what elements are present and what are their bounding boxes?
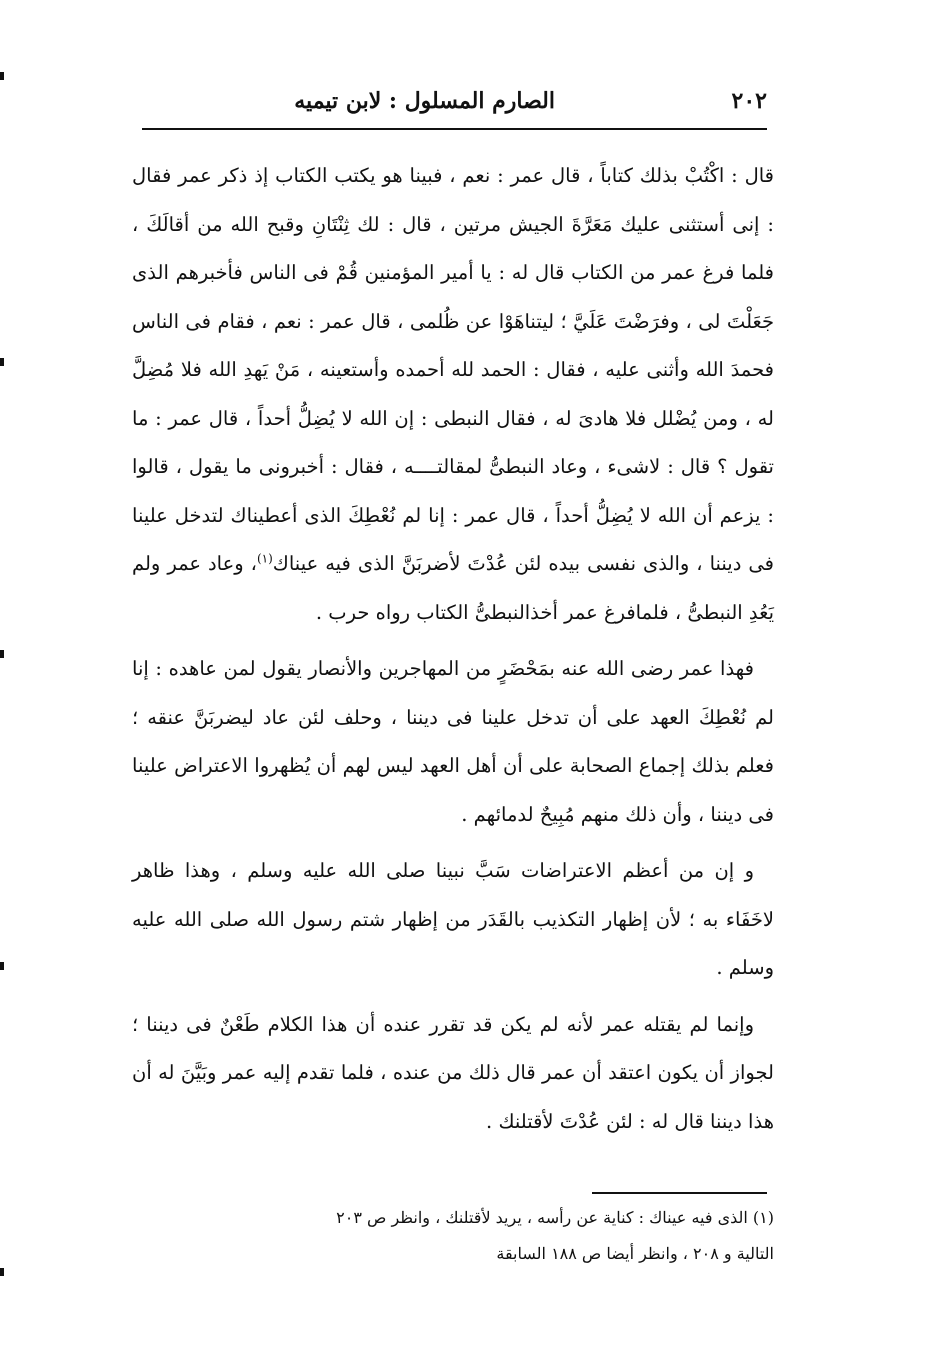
paragraph-text: قال : اكْتُبْ بذلك كتاباً ، قال عمر : نعم ، فبينا هو يكتب الكتاب إذ ذكر عمر فقال : إنى أستثنى عليك مَعَرَّةَ الجيش مرتين ، قال : لك ثِنْتَانِ وقبح الله من أقالَكَ ، فلما فرغ عمر من الكتاب قال له : يا أمير المؤمنين قُمْ فى الناس فأخبرهم الذى جَعَلْتَ لى ، وفرَضْتَ عَلَيَّ ؛ ليتناهَوْا عن ظُلمى ، قال عمر : نعم ، فقام فى الناس فحمدَ الله وأثنى عليه ، فقال : الحمد لله أحمده وأستعينه ، مَنْ يَهدِ الله فلا مُضِلَّ له ، ومن يُضْلل فلا هادىَ له ، فقال النبطى : إن الله لا يُضِلُّ أحداً ، قال عمر : ما تقول ؟ قال : لاشىء ، وعاد النبطىُّ لمقالتــــه ، فقال : أخبرونى ما يقول ، قالوا : يزعم أن الله لا يُضِلُّ أحداً ، قال عمر : إنا لم نُعْطِكَ الذى أعطيناك لتدخل علينا فى ديننا ، والذى نفسى بيده لئن عُدْتَ لأضربَنَّ الذى فيه عيناك xyxy=(132,164,774,575)
page-header xyxy=(142,88,767,122)
paragraph xyxy=(132,152,774,637)
paragraph: فهذا عمر رضى الله عنه بمَحْضَرٍ من المهاجرين والأنصار يقول لمن عاهده : إنا لم نُعْطِكَ العهد على أن تدخل علينا فى ديننا ، وحلف لئن عاد ليضربَنَّ عنقه ؛ فعلم بذلك إجماع الصحابة على أن أهل العهد ليس لهم أن يُظهروا الاعتراض علينا فى ديننا ، وأن ذلك منهم مُبِيحٌ لدمائهم . xyxy=(132,657,774,826)
footnote-marker: (١) xyxy=(256,551,273,566)
running-title: الصارم المسلول : لابن تيميه xyxy=(294,88,555,114)
footnote xyxy=(132,1200,774,1272)
page-number: ٢٠٢ xyxy=(731,88,767,114)
scan-margin-mark xyxy=(0,358,4,366)
paragraph-text: ، وعاد عمر ولم يَعُدِ النبطىُّ ، فلمافرغ عمر أخذالنبطىُّ الكتاب رواه حرب . xyxy=(132,552,774,624)
body-text xyxy=(132,152,774,1154)
scan-margin-mark xyxy=(0,650,4,658)
footnote-line: (١) الذى فيه عيناك : كناية عن رأسه ، يريد لأقتلنك ، وانظر ص ٢٠٣ xyxy=(336,1208,774,1227)
scan-margin-mark xyxy=(0,72,4,80)
footnote-rule xyxy=(592,1192,767,1194)
footnote-line: التالية و ٢٠٨ ، وانظر أيضا ص ١٨٨ السابقة xyxy=(496,1244,774,1263)
scan-margin-mark xyxy=(0,1268,4,1276)
paragraph: و إن من أعظم الاعتراضات سَبَّ نبينا صلى الله عليه وسلم ، وهذا ظاهر لاخَفَاء به ؛ لأن إظهار التكذيب بالقَدَر من إظهار شتم رسول الله صلى الله عليه وسلم . xyxy=(132,859,774,979)
paragraph: وإنما لم يقتله عمر لأنه لم يكن قد تقرر عنده أن هذا الكلام طَعْنٌ فى ديننا ؛ لجواز أن يكون اعتقد أن عمر قال ذلك من عنده ، فلما تقدم إليه عمر وبَيَّنَ له أن هذا ديننا قال له : لئن عُدْتَ لأقتلنك . xyxy=(132,1012,774,1133)
scan-margin-mark xyxy=(0,962,4,970)
header-rule xyxy=(142,128,767,130)
